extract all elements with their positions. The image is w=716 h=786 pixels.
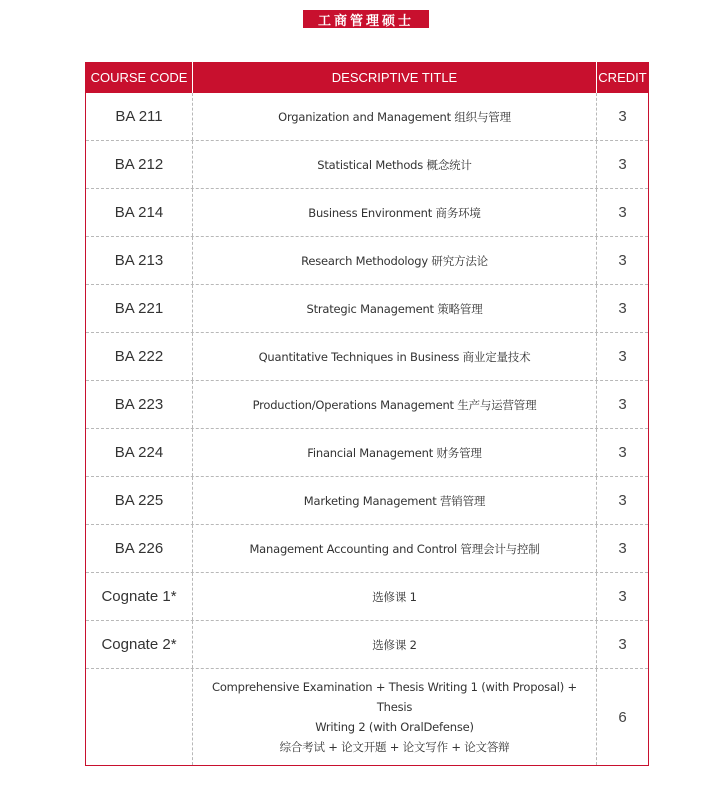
table-row [86, 525, 648, 573]
table-row [86, 621, 648, 669]
course-credit-cell: 3 [596, 573, 648, 620]
course-code-cell: BA 214 [114, 204, 164, 221]
course-title-cell: Organization and Management 组织与管理 [192, 93, 596, 140]
course-credit-cell: 3 [596, 285, 648, 332]
table-row [86, 477, 648, 525]
table-row [86, 333, 648, 381]
course-credit-cell: 3 [596, 621, 648, 668]
section-banner [303, 10, 429, 28]
course-code-cell: BA 224 [114, 444, 164, 461]
header-credit: CREDIT [596, 62, 648, 93]
table-row [86, 381, 648, 429]
course-code-cell: Cognate 2* [101, 636, 177, 653]
course-credit-cell: 3 [596, 141, 648, 188]
table-row [86, 141, 648, 189]
course-title-cell: Quantitative Techniques in Business 商业定量技术 [192, 333, 596, 380]
course-credit-cell: 3 [596, 93, 648, 140]
table-row [86, 429, 648, 477]
course-title-cell: Management Accounting and Control 管理会计与控制 [192, 525, 596, 572]
course-code-cell: BA 223 [114, 396, 164, 413]
thesis-title-line-1: Comprehensive Examination + Thesis Writing 1 (with Proposal) + Thesis [212, 680, 577, 714]
course-credit-cell: 6 [596, 669, 648, 765]
table-row [86, 573, 648, 621]
course-title-cell: Statistical Methods 概念统计 [192, 141, 596, 188]
course-title-cell: Research Methodology 研究方法论 [192, 237, 596, 284]
table-row [86, 93, 648, 141]
course-code-cell: BA 225 [114, 492, 164, 509]
thesis-title-line-3: 综合考试 + 论文开题 + 论文写作 + 论文答辩 [279, 740, 510, 754]
course-table [85, 62, 649, 766]
course-credit-cell: 3 [596, 525, 648, 572]
course-credit-cell: 3 [596, 429, 648, 476]
header-course-code: COURSE CODE [90, 70, 188, 85]
course-credit-cell: 3 [596, 333, 648, 380]
course-credit-cell: 3 [596, 189, 648, 236]
table-header [86, 62, 648, 93]
course-title-cell: Marketing Management 营销管理 [192, 477, 596, 524]
course-code-cell: BA 226 [114, 540, 164, 557]
course-credit-cell: 3 [596, 477, 648, 524]
course-title-cell: Financial Management 财务管理 [192, 429, 596, 476]
course-title-cell: Production/Operations Management 生产与运营管理 [192, 381, 596, 428]
course-code-cell: BA 222 [114, 348, 164, 365]
thesis-title-line-2: Writing 2 (with OralDefense) [315, 720, 474, 734]
course-title-cell: Business Environment 商务环境 [192, 189, 596, 236]
course-code-cell: BA 221 [114, 300, 164, 317]
course-code-cell: Cognate 1* [101, 588, 177, 605]
course-code-cell [86, 669, 192, 765]
table-row-thesis [86, 669, 648, 765]
table-row [86, 189, 648, 237]
banner-title: 工商管理硕士 [317, 13, 414, 29]
course-title-cell: Strategic Management 策略管理 [192, 285, 596, 332]
course-code-cell: BA 211 [115, 108, 163, 125]
thesis-title-cell [192, 669, 596, 765]
header-descriptive-title: DESCRIPTIVE TITLE [192, 62, 596, 93]
course-code-cell: BA 212 [114, 156, 164, 173]
course-code-cell: BA 213 [114, 252, 164, 269]
course-credit-cell: 3 [596, 381, 648, 428]
table-row [86, 237, 648, 285]
course-credit-cell: 3 [596, 237, 648, 284]
course-title-cell: 选修课 2 [192, 621, 596, 668]
table-row [86, 285, 648, 333]
course-title-cell: 选修课 1 [192, 573, 596, 620]
